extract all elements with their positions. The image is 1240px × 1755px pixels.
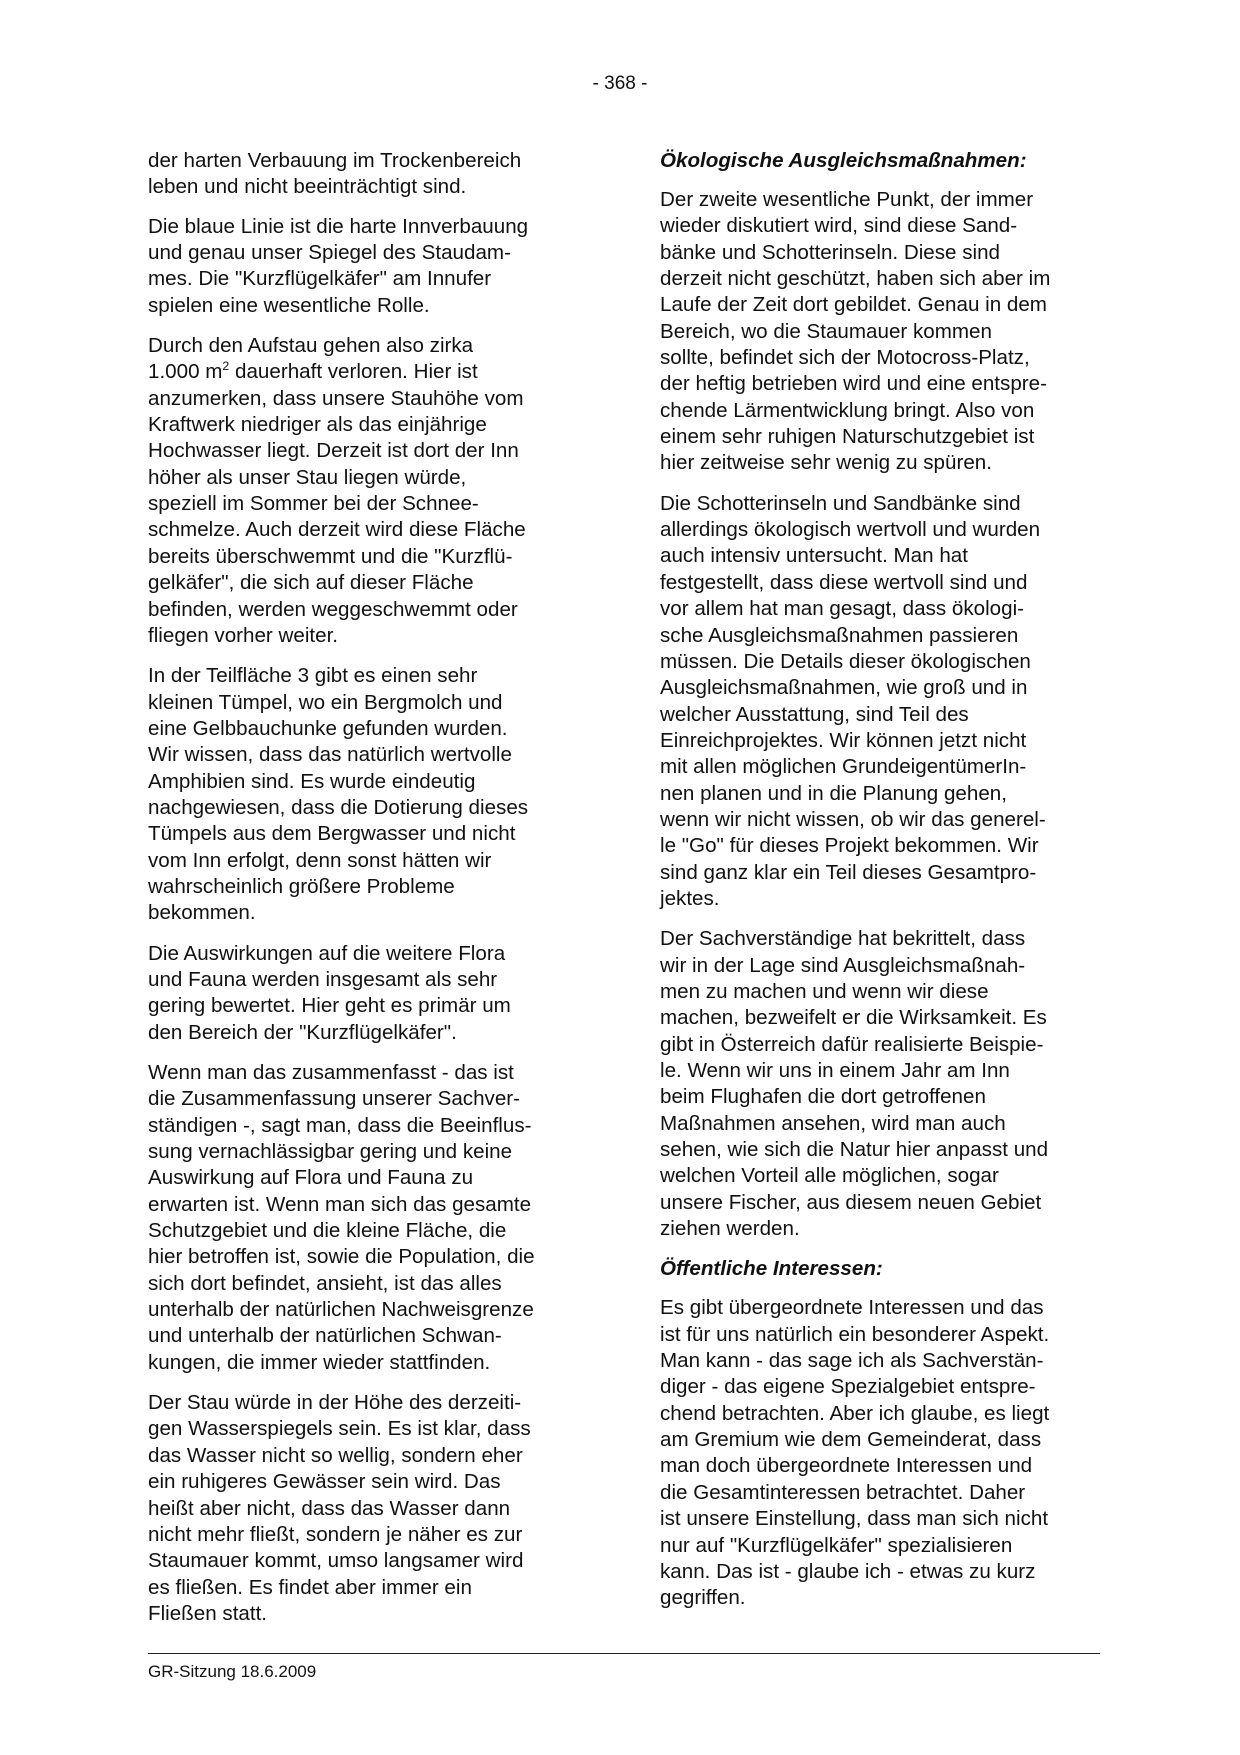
left-paragraph-6: Wenn man das zusammenfasst - das ist die Zusammenfassung unserer Sachver- ständigen -, sagt man, dass die Beeinflus- sung vernachlässigbar gering und keine Auswirkung auf Flora und Fauna zu erwarten ist. Wenn man sich das gesamte Schutzgebiet und die kleine Fläche, die hier betroffen ist, sowie die Population, die sich dort befindet, ansieht, ist das alles unterhalb der natürlichen Nachweisgrenze und unterhalb der natürlichen Schwan- kungen, die immer wieder stattfinden. xyxy=(148,1061,535,1374)
paragraph-line: Durch den Aufstau gehen also zirka xyxy=(148,334,474,358)
area-exponent: 2 xyxy=(222,359,230,374)
area-value: 1.000 m xyxy=(148,360,223,384)
right-paragraph-1: Der zweite wesentliche Punkt, der immer wieder diskutiert wird, sind diese Sand- bänke und Schotterinseln. Diese sind derzeit nicht geschützt, haben sich aber im Laufe der Zeit dort gebildet. Genau in dem Bereich, wo die Staumauer kommen sollte, befindet sich der Motocross-Platz, der heftig betrieben wird und eine entspre- chende Lärmentwicklung bringt. Also von einem sehr ruhigen Naturschutzgebiet ist hier zeitweise sehr wenig zu spüren. xyxy=(660,188,1051,475)
left-paragraph-4: In der Teilfläche 3 gibt es einen sehr kleinen Tümpel, wo ein Bergmolch und eine Gelbbauchunke gefunden wurden. Wir wissen, dass das natürlich wertvolle Amphibien sind. Es wurde eindeutig nachgewiesen, dass die Dotierung dieses Tümpels aus dem Bergwasser und nicht vom Inn erfolgt, denn sonst hätten wir wahrscheinlich größere Probleme bekommen. xyxy=(148,664,529,925)
left-paragraph-7: Der Stau würde in der Höhe des derzeiti- gen Wasserspiegels sein. Es ist klar, dass das Wasser nicht so wellig, sondern eher ein ruhigeres Gewässer sein wird. Das heißt aber nicht, dass das Wasser dann nicht mehr fließt, sondern je näher es zur Staumauer kommt, umso langsamer wird es fließen. Es findet aber immer ein Fließen statt. xyxy=(148,1391,531,1625)
right-column xyxy=(660,148,1096,1626)
right-paragraph-2: Die Schotterinseln und Sandbänke sind allerdings ökologisch wertvoll und wurden auch intensiv untersucht. Man hat festgestellt, dass diese wertvoll sind und vor allem hat man gesagt, dass ökologi- sche Ausgleichsmaßnahmen passieren müssen. Die Details dieser ökologischen Ausgleichsmaßnahmen, wie groß und in welcher Ausstattung, sind Teil des Einreichprojektes. Wir können jetzt nicht mit allen möglichen GrundeigentümerIn- nen planen und in die Planung gehen, wenn wir nicht wissen, ob wir das generel- le "Go" für dieses Projekt bekommen. Wir sind ganz klar ein Teil dieses Gesamtpro- jektes. xyxy=(660,491,1046,910)
left-paragraph-2: Die blaue Linie ist die harte Innverbauung und genau unser Spiegel des Staudam- mes. Die "Kurzflügelkäfer" am Innufer spielen eine wesentliche Rolle. xyxy=(148,214,529,317)
left-paragraph-3 xyxy=(148,333,584,649)
footer-divider xyxy=(148,1653,1100,1654)
left-column xyxy=(148,148,584,1641)
right-paragraph-4: Es gibt übergeordnete Interessen und das ist für uns natürlich ein besonderer Aspekt. Man kann - das sage ich als Sachverstän- diger - das eigene Spezialgebiet entspre- chend betrachten. Aber ich glaube, es liegt am Gremium wie dem Gemeinderat, dass man doch übergeordnete Interessen und die Gesamtinteressen betrachtet. Daher ist unsere Einstellung, dass man sich nicht nur auf "Kurzflügelkäfer" spezialisieren kann. Das ist - glaube ich - etwas zu kurz gegriffen. xyxy=(660,1296,1050,1610)
section-heading-public-interests: Öffentliche Interessen: xyxy=(660,1257,883,1281)
right-paragraph-3: Der Sachverständige hat bekrittelt, dass wir in der Lage sind Ausgleichsmaßnah- men zu machen und wenn wir diese machen, bezweifelt er die Wirksamkeit. Es gibt in Österreich dafür realisierte Beispie- le. Wenn wir uns in einem Jahr am Inn beim Flughafen die dort getroffenen Maßnahmen ansehen, wird man auch sehen, wie sich die Natur hier anpasst und welchen Vorteil alle möglichen, sogar unsere Fischer, aus diesem neuen Gebiet ziehen werden. xyxy=(660,927,1049,1241)
left-paragraph-1: der harten Verbauung im Trockenbereich leben und nicht beeinträchtigt sind. xyxy=(148,149,522,199)
section-heading-ecological: Ökologische Ausgleichsmaßnahmen: xyxy=(660,149,1027,172)
left-paragraph-5: Die Auswirkungen auf die weitere Flora und Fauna werden insgesamt als sehr gering bewertet. Hier geht es primär um den Bereich der "Kurzflügelkäfer". xyxy=(148,941,511,1044)
footer-session-date: GR-Sitzung 18.6.2009 xyxy=(148,1662,317,1681)
page-number: - 368 - xyxy=(592,73,648,94)
paragraph-rest: dauerhaft verloren. Hier ist anzumerken, dass unsere Stauhöhe vom Kraftwerk niedriger als das einjährige Hochwasser liegt. Derzeit ist dort der Inn höher als unser Stau liegen würde, speziell im Sommer bei der Schnee- schmelze. Auch derzeit wird diese Fläche bereits überschwemmt und die "Kurzflü- gelkäfer", die sich auf dieser Fläche befinden, werden weggeschwemmt oder fliegen vorher weiter. xyxy=(148,360,526,647)
